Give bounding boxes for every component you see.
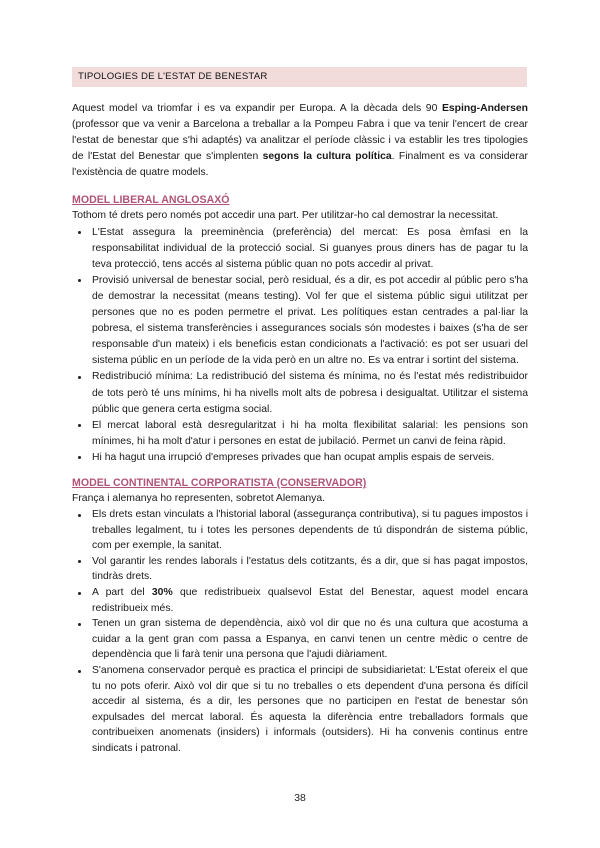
list-item: Tenen un gran sistema de dependència, això vol dir que no és una cultura que acostuma a cuidar a la gent gran com passa a Espanya, en canvi tenen un centre mèdic o centre de dependència que li farà tenir una persona que l'ajudi diàriament. [72, 616, 528, 663]
list-item-bold: 30% [151, 587, 173, 599]
section-header-title: TIPOLOGIES DE L'ESTAT DE BENESTAR [78, 71, 268, 82]
intro-paragraph [72, 101, 528, 181]
intro-text-2: (professor que va venir a Barcelona a treballar a la Pompeu Fabra i que va tenir l'encert de crear l'estat de benestar que s'hi adaptés) va analitzar el període clàssic i va establir les tres tipologies de l'Estat del Benestar que s'implenten [72, 119, 528, 163]
section-heading-continental: MODEL CONTINENTAL CORPORATISTA (CONSERVADOR) [72, 476, 367, 489]
bullet-list-continental [72, 507, 528, 757]
list-item-text: A part del [92, 587, 152, 599]
intro-author: Esping-Andersen [441, 103, 528, 114]
list-item: Provisió universal de benestar social, però residual, és a dir, es pot accedir al públic pero s'ha de demostrar la necessitat (means testing). Vol fer que el sistema públic sigui utilitzat per persones que no es poden permetre el privat. Les polítiques estan centrades a pal·liar la pobresa, el sistema transferències i assegurances socials són modestes i baixes (s'ha de ser responsable d'un mateix) i els beneficis estan condicionats a l'activació: es pot ser usuari del sistema públic en un període de la vida però en un altre no. Es va entrar i sortint del sistema. [72, 273, 528, 370]
section-lead-continental: França i alemanya ho representen, sobretot Alemanya. [72, 492, 325, 504]
section-lead-liberal: Tothom té drets pero només pot accedir una part. Per utilitzar-ho cal demostrar la necessitat. [72, 210, 499, 222]
list-item: Vol garantir les rendes laborals i l'estatus dels cotitzants, és a dir, que si has pagat impostos, tindràs drets. [72, 554, 528, 585]
list-item-text: que redistribueix qualsevol Estat del Benestar, aquest model encara redistribueix més. [92, 587, 528, 614]
intro-text-1: Aquest model va triomfar i es va expandir per Europa. A la dècada dels 90 [72, 103, 442, 114]
list-item: S'anomena conservador perquè es practica el principi de subsidiarietat: L'Estat ofereix el que tu no pots oferir. Això vol dir que si tu no treballes o ets dependent d'una persona és difícil accedir al sistema, és a dir, les persones que no participen en l'estat de benestar són expulsades del mercat laboral. És aquesta la diferència entre treballadors formals que contribueixen anomenats (insiders) i informals (outsiders). Hi ha convenis continus entre sindicats i patronal. [72, 663, 528, 757]
page-content [72, 101, 528, 757]
list-item: Els drets estan vinculats a l'historial laboral (assegurança contributiva), si tu pagues impostos i treballes legalment, tu i totes les persones dependents de tú dispondrán de sistema públic, com per exemple, la sanitat. [72, 507, 528, 554]
list-item: L'Estat assegura la preeminència (preferència) del mercat: Es posa èmfasi en la responsabilitat individual de la protecció social. Si guanyes prous diners has de pagar tu la teva protecció, tens accés al sistema públic quan no pots accedir al privat. [72, 225, 528, 273]
list-item: El mercat laboral està desregularitzat i hi ha molta flexibilitat salarial: les pensions son mínimes, hi ha molt d'atur i persones en estat de jubilació. Permet un canvi de feina ràpid. [72, 418, 528, 450]
list-item: Redistribució mínima: La redistribució del sistema és mínima, no és l'estat més redistribuidor de tots però té uns mínims, hi ha nivells molt alts de pobresa i desigualtat. Utilitzar el sistema públic que genera certa estigma social. [72, 369, 528, 417]
bullet-list-liberal [72, 225, 528, 466]
intro-text-3: . Finalment es va considerar l'existència de quatre models. [72, 151, 528, 179]
list-item: Hi ha hagut una irrupció d'empreses privades que han ocupat amplis espais de serveis. [72, 450, 528, 466]
section-header [72, 67, 527, 87]
intro-bold-phrase: segons la cultura política [262, 151, 392, 163]
section-heading-liberal: MODEL LIBERAL ANGLOSAXÓ [72, 194, 230, 207]
page-number: 38 [294, 793, 306, 804]
list-item [72, 585, 528, 616]
